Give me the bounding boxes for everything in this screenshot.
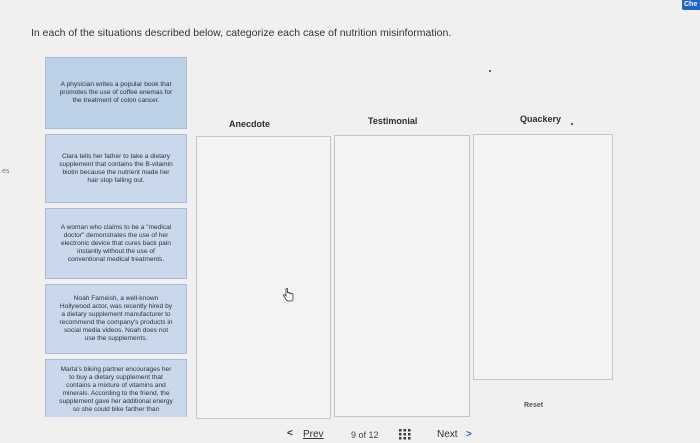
- draggable-card[interactable]: Marta's biking partner encourages her to buy a dietary supplement that contains a mixture of vitamins and minerals. According to the friend, the supplement gave her additional energy so she could bike farther than: [45, 359, 187, 417]
- drop-zone-quackery[interactable]: [473, 134, 613, 380]
- draggable-card[interactable]: A woman who claims to be a "medical doctor" demonstrates the use of her electronic device that cures back pain instantly without the use of conventional medical treatments.: [45, 208, 187, 279]
- column-header-anecdote: Anecdote: [229, 119, 271, 129]
- hand-cursor-icon: [282, 288, 294, 302]
- dot-mark: [489, 70, 491, 72]
- dot-mark: [571, 123, 573, 125]
- check-button[interactable]: Che: [682, 0, 700, 10]
- next-button[interactable]: Next: [437, 429, 458, 440]
- page-indicator: 9 of 12: [351, 430, 379, 440]
- prev-chevron-icon[interactable]: <: [287, 428, 293, 439]
- draggable-card[interactable]: A physician writes a popular book that promotes the use of coffee enemas for the treatment of colon cancer.: [45, 57, 187, 129]
- pagination-bar: [0, 425, 700, 443]
- question-prompt: In each of the situations described below, categorize each case of nutrition misinformation.: [31, 27, 452, 39]
- draggable-card[interactable]: Clara tells her father to take a dietary supplement that contains the B-vitamin biotin because the nutrient made her hair stop falling out.: [45, 134, 187, 203]
- draggable-card[interactable]: Noah Fameish, a well-known Hollywood actor, was recently hired by a dietary supplement manufacturer to recommend the company's products in social media videos. Noah does not use the supplements.: [45, 284, 187, 354]
- next-chevron-icon[interactable]: >: [466, 429, 472, 440]
- card-list: [45, 57, 187, 417]
- left-edge-text: es: [2, 168, 10, 175]
- drop-zone-testimonial[interactable]: [334, 135, 470, 417]
- grid-menu-icon[interactable]: [399, 429, 411, 440]
- column-header-testimonial: Testimonial: [368, 116, 418, 126]
- column-header-quackery: Quackery: [520, 114, 562, 124]
- reset-link[interactable]: Reset: [524, 402, 544, 409]
- prev-button[interactable]: Prev: [303, 429, 324, 440]
- drop-zone-anecdote[interactable]: [196, 136, 331, 419]
